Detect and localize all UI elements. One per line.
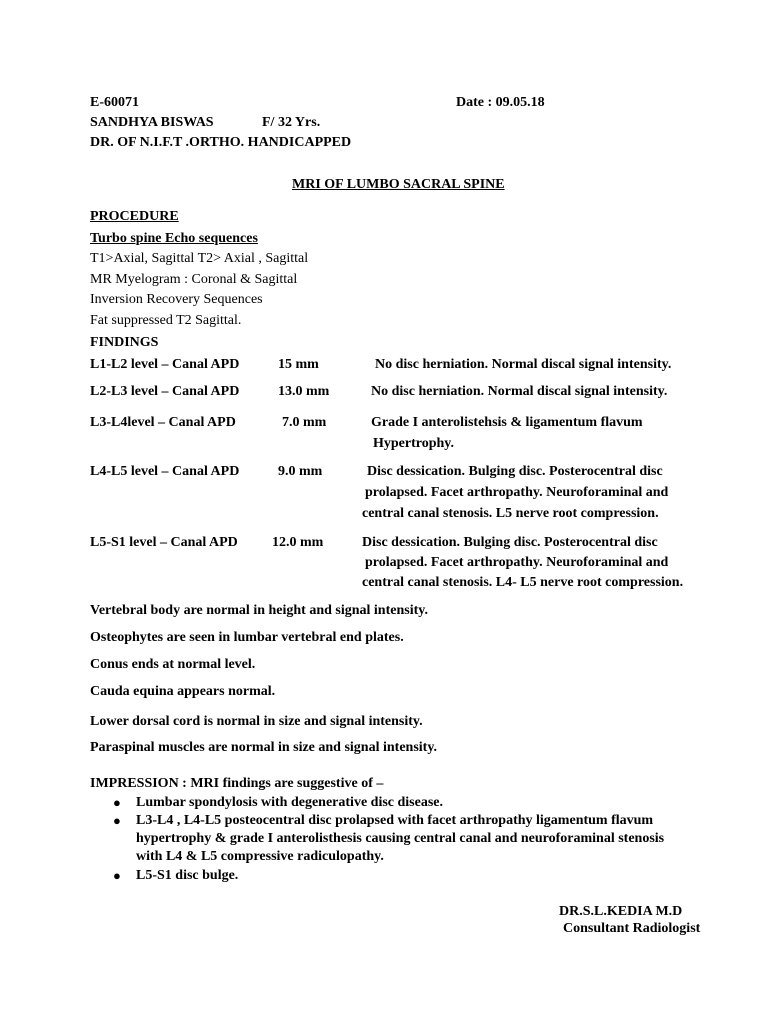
impression-item: Lumbar spondylosis with degenerative disc disease. [136,795,443,810]
finding-desc: central canal stenosis. L5 nerve root compression. [362,506,659,521]
finding-desc: Disc dessication. Bulging disc. Posterocentral disc [367,464,663,479]
procedure-heading: PROCEDURE [90,209,179,224]
impression-item: hypertrophy & grade I anterolisthesis causing central canal and neuroforaminal stenosis [136,831,665,846]
report-title: MRI OF LUMBO SACRAL SPINE [292,177,505,192]
finding-desc: prolapsed. Facet arthropathy. Neuroforaminal and [365,485,669,500]
procedure-subheading: Turbo spine Echo sequences [90,231,258,246]
patient-name: SANDHYA BISWAS [90,115,214,130]
finding-statement: Osteophytes are seen in lumbar vertebral end plates. [90,630,404,645]
finding-statement: Lower dorsal cord is normal in size and signal intensity. [90,714,423,729]
patient-age: F/ 32 Yrs. [262,115,321,130]
finding-desc: central canal stenosis. L4- L5 nerve root compression. [362,575,684,590]
finding-level: L2-L3 level – Canal APD [90,384,240,399]
procedure-line: MR Myelogram : Coronal & Sagittal [90,272,298,287]
finding-level: L4-L5 level – Canal APD [90,464,240,479]
finding-desc: Grade I anterolistehsis & ligamentum flavum [371,415,643,430]
finding-level: L1-L2 level – Canal APD [90,357,240,372]
report-id: E-60071 [90,95,139,110]
finding-statement: Vertebral body are normal in height and signal intensity. [90,603,428,618]
bullet-icon: ● [113,795,121,810]
finding-desc: Disc dessication. Bulging disc. Posterocentral disc [362,535,658,550]
impression-item: L3-L4 , L4-L5 posteocentral disc prolapsed with facet arthropathy ligamentum flavum [136,813,654,828]
finding-desc: Hypertrophy. [373,436,455,451]
finding-desc: prolapsed. Facet arthropathy. Neuroforaminal and [365,555,669,570]
referring-doctor: DR. OF N.I.F.T .ORTHO. HANDICAPPED [90,135,352,150]
finding-level: L5-S1 level – Canal APD [90,535,238,550]
finding-level: L3-L4level – Canal APD [90,415,236,430]
bullet-icon: ● [113,868,121,883]
findings-heading: FINDINGS [90,335,159,350]
signature-name: DR.S.L.KEDIA M.D [559,904,683,919]
finding-apd: 13.0 mm [278,384,330,399]
finding-desc: No disc herniation. Normal discal signal intensity. [375,357,672,372]
finding-statement: Conus ends at normal level. [90,657,256,672]
finding-desc: No disc herniation. Normal discal signal intensity. [371,384,668,399]
procedure-line: Inversion Recovery Sequences [90,292,263,307]
impression-item: with L4 & L5 compressive radiculopathy. [136,849,384,864]
procedure-line: T1>Axial, Sagittal T2> Axial , Sagittal [90,251,309,266]
finding-apd: 15 mm [278,357,319,372]
finding-apd: 7.0 mm [282,415,327,430]
signature-title: Consultant Radiologist [563,921,701,936]
bullet-icon: ● [113,813,121,828]
report-date: Date : 09.05.18 [456,95,545,110]
finding-statement: Cauda equina appears normal. [90,684,276,699]
impression-item: L5-S1 disc bulge. [136,868,239,883]
finding-statement: Paraspinal muscles are normal in size and signal intensity. [90,740,438,755]
finding-apd: 12.0 mm [272,535,324,550]
procedure-line: Fat suppressed T2 Sagittal. [90,313,242,328]
impression-heading: IMPRESSION : MRI findings are suggestive of – [90,776,384,791]
finding-apd: 9.0 mm [278,464,323,479]
